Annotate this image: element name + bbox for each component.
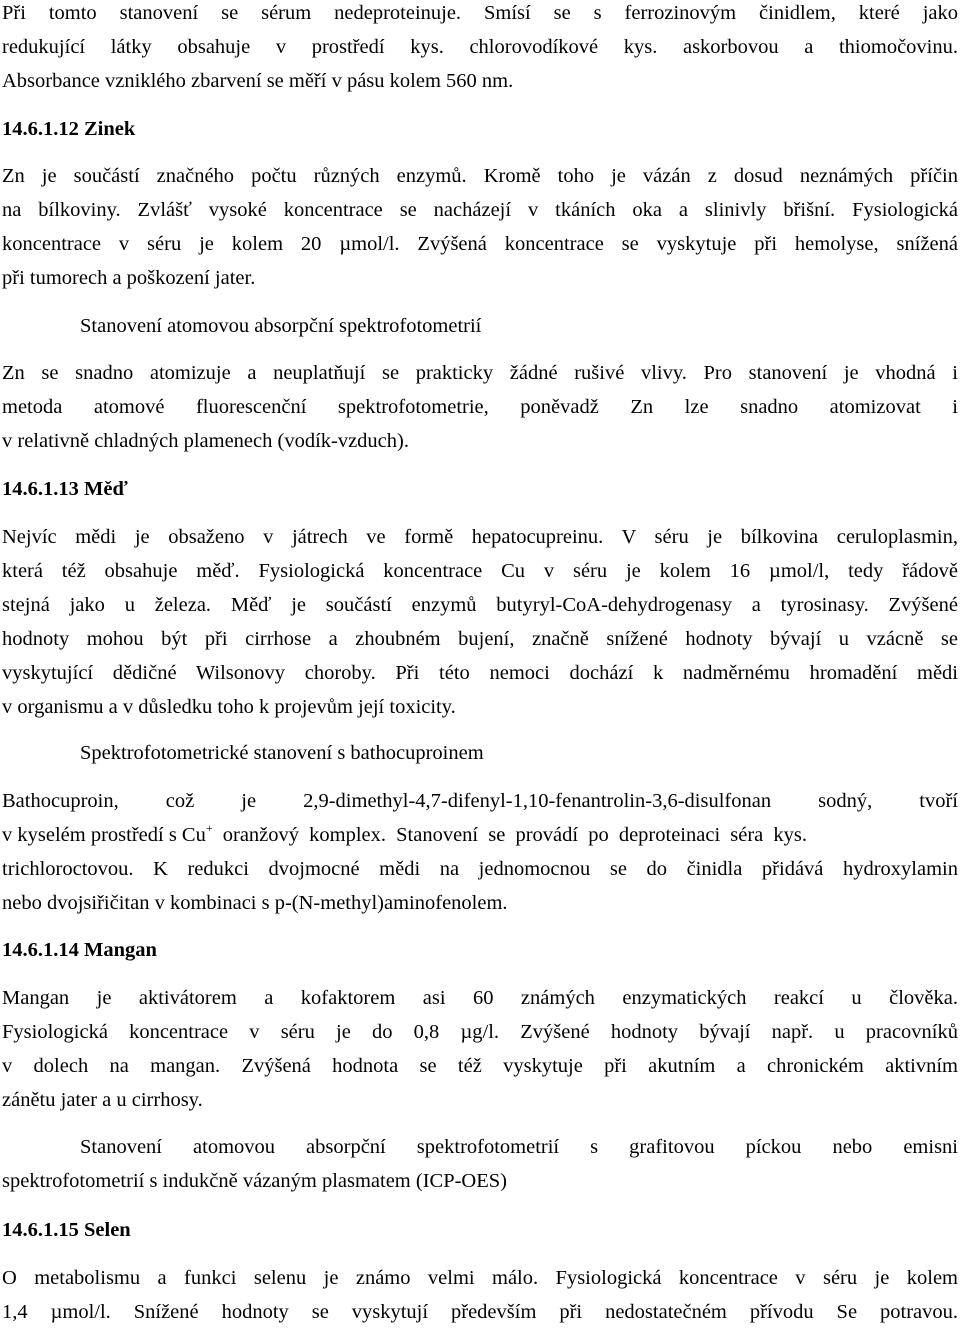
- paragraph-line: v dolech na mangan. Zvýšená hodnota se též vyskytuje při akutním a chronickém aktivním: [2, 1055, 958, 1077]
- section-heading-selen: 14.6.1.15 Selen: [2, 1219, 131, 1241]
- paragraph-line: Fysiologická koncentrace v séru je do 0,8 µg/l. Zvýšené hodnoty bývají např. u pracovníků: [2, 1021, 958, 1043]
- paragraph-line: koncentrace v séru je kolem 20 µmol/l. Zvýšená koncentrace se vyskytuje při hemolyse, snížená: [2, 233, 958, 255]
- paragraph-line: Nejvíc mědi je obsaženo v játrech ve formě hepatocupreinu. V séru je bílkovina ceruloplasmin,: [2, 526, 958, 548]
- paragraph-line: Zn se snadno atomizuje a neuplatňují se prakticky žádné rušivé vlivy. Pro stanovení je vhodná i: [2, 362, 958, 384]
- paragraph-line: stejná jako u železa. Měď je součástí enzymů butyryl-CoA-dehydrogenasy a tyrosinasy. Zvýšené: [2, 594, 958, 616]
- paragraph-line: při tumorech a poškození jater.: [2, 267, 256, 289]
- paragraph-line: Absorbance vzniklého zbarvení se měří v pásu kolem 560 nm.: [2, 70, 514, 92]
- paragraph-line: která též obsahuje měď. Fysiologická koncentrace Cu v séru je kolem 16 µmol/l, tedy řádově: [2, 560, 958, 582]
- paragraph-line: v organismu a v důsledku toho k projevům její toxicity.: [2, 696, 456, 718]
- line-text: oranžový komplex. Stanovení se provádí po deproteinaci séra kys.: [212, 824, 807, 846]
- paragraph-line: vyskytující dědičné Wilsonovy choroby. Při této nemoci dochází k nadměrnému hromadění mědi: [2, 662, 958, 684]
- line-text: v kyselém prostředí s Cu: [2, 824, 206, 846]
- paragraph-line: nebo dvojsiřičitan v kombinaci s p-(N-methyl)aminofenolem.: [2, 892, 508, 914]
- paragraph-line: Zn je součástí značného počtu různých enzymů. Kromě toho je vázán z dosud neznámých příčin: [2, 165, 958, 187]
- paragraph-line: 1,4 µmol/l. Snížené hodnoty se vyskytují především při nedostatečném přívodu Se potravou.: [2, 1301, 958, 1323]
- paragraph-line: redukující látky obsahuje v prostředí kys. chlorovodíkové kys. askorbovou a thiomočovinu.: [2, 36, 958, 58]
- paragraph-line: metoda atomové fluorescenční spektrofotometrie, poněvadž Zn lze snadno atomizovat i: [2, 396, 958, 418]
- paragraph-line: na bílkoviny. Zvlášť vysoké koncentrace se nacházejí v tkáních oka a slinivly břišní. Fysiologická: [2, 199, 958, 221]
- subheading-mn-aas: Stanovení atomovou absorpční spektrofotometrií s grafitovou píckou nebo emisni: [80, 1136, 958, 1158]
- paragraph-line: v relativně chladných plamenech (vodík-vzduch).: [2, 430, 409, 452]
- paragraph-line: trichloroctovou. K redukci dvojmocné mědi na jednomocnou se do činidla přidává hydroxylamin: [2, 858, 958, 880]
- subheading-cu-spectro: Spektrofotometrické stanovení s bathocuproinem: [80, 742, 484, 764]
- section-heading-mangan: 14.6.1.14 Mangan: [2, 939, 157, 961]
- paragraph-line: hodnoty mohou být při cirrhose a zhoubném bujení, značně snížené hodnoty bývají u vzácně se: [2, 628, 958, 650]
- paragraph-line-superscript: [2, 818, 958, 852]
- paragraph-line: Při tomto stanovení se sérum nedeproteinuje. Smísí se s ferrozinovým činidlem, které jako: [2, 2, 958, 24]
- section-heading-zinek: 14.6.1.12 Zinek: [2, 118, 136, 140]
- subheading-mn-icp: spektrofotometrií s indukčně vázaným plasmatem (ICP-OES): [2, 1170, 507, 1192]
- paragraph-line: zánětu jater a u cirrhosy.: [2, 1089, 203, 1111]
- paragraph-line: Mangan je aktivátorem a kofaktorem asi 60 známých enzymatických reakcí u člověka.: [2, 987, 958, 1009]
- paragraph-line: O metabolismu a funkci selenu je známo velmi málo. Fysiologická koncentrace v séru je kolem: [2, 1267, 958, 1289]
- subheading-zn-aas: Stanovení atomovou absorpční spektrofotometrií: [80, 315, 482, 337]
- superscript-charge: +: [205, 821, 213, 835]
- section-heading-med: 14.6.1.13 Měď: [2, 478, 128, 500]
- paragraph-line: Bathocuproin, což je 2,9-dimethyl-4,7-difenyl-1,10-fenantrolin-3,6-disulfonan sodný, tvoří: [2, 790, 958, 812]
